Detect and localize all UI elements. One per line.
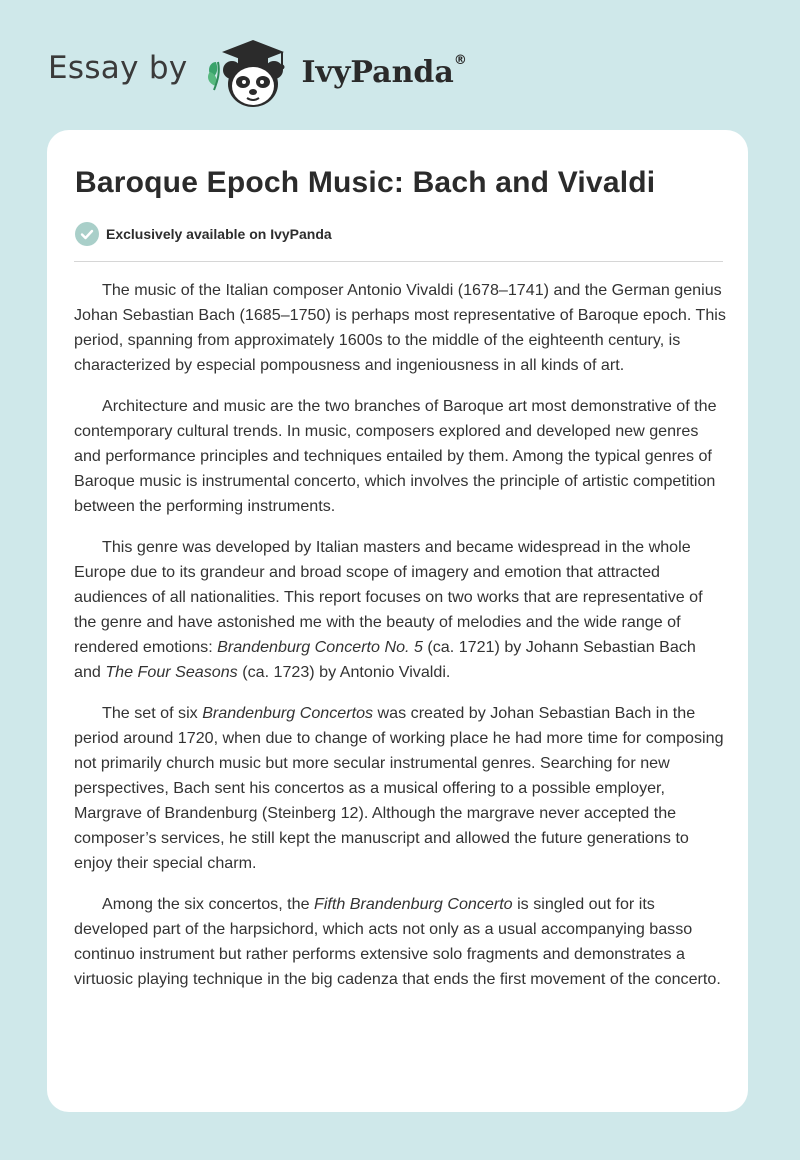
- check-circle-icon: [75, 222, 99, 246]
- paragraph-text: The set of six: [102, 704, 203, 722]
- article-card: [47, 130, 748, 1112]
- exclusive-badge-text: Exclusively available on IvyPanda: [106, 226, 332, 242]
- site-header: [48, 34, 748, 114]
- exclusive-badge: [75, 221, 332, 247]
- italic-title: Brandenburg Concerto No. 5: [217, 638, 423, 656]
- panda-graduate-logo-icon[interactable]: [202, 34, 298, 114]
- essay-by-label: Essay by: [48, 50, 188, 86]
- article-paragraph: [74, 892, 726, 992]
- paragraph-text: This genre was developed by Italian masters and became widespread in the whole Europe due to its grandeur and broad scope of imagery and emotion that attracted audiences of all nationalities. This report focuses on two works that are representative of the genre and have astonished me with the beauty of melodies and the wide range of rendered emotions:: [74, 538, 703, 656]
- brand-name[interactable]: [301, 52, 467, 90]
- italic-title: The Four Seasons: [105, 663, 238, 681]
- article-body: [74, 278, 726, 1008]
- paragraph-text: The music of the Italian composer Antonio Vivaldi (1678–1741) and the German genius Johan Sebastian Bach (1685–1750) is perhaps most representative of Baroque epoch. This period, spanning from approximately 1600s to the middle of the eighteenth century, is characterized by especial pompousness and ingeniousness in all kinds of art.: [74, 281, 726, 374]
- article-paragraph: [74, 701, 726, 876]
- registered-mark: ®: [453, 52, 467, 68]
- page-title: Baroque Epoch Music: Bach and Vivaldi: [75, 166, 656, 199]
- paragraph-text: Architecture and music are the two branches of Baroque art most demonstrative of the contemporary cultural trends. In music, composers explored and developed new genres and performance principles and techniques entailed by them. Among the typical genres of Baroque music is instrumental concerto, which involves the principle of artistic competition between the performing instruments.: [74, 397, 717, 515]
- italic-title: Brandenburg Concertos: [202, 704, 374, 722]
- divider: [74, 261, 723, 262]
- paragraph-text: was created by Johan Sebastian Bach in the period around 1720, when due to change of working place he had more time for composing not primarily church music but more secular instrumental genres. Searching for new perspectives, Bach sent his concertos as a musical offering to a possible employer, Margrave of Brandenburg (Steinberg 12). Although the margrave never accepted the composer’s services, he still kept the manuscript and allowed the future generations to enjoy their special charm.: [74, 704, 724, 872]
- paragraph-text: Among the six concertos, the: [102, 895, 315, 913]
- paragraph-text: is singled out for its developed part of the harpsichord, which acts not only as a usual accompanying basso continuo instrument but rather performs extensive solo fragments and demonstrates a virtuosic playing technique in the big cadenza that ends the first movement of the concerto.: [74, 895, 721, 988]
- article-paragraph: [74, 394, 726, 519]
- article-paragraph: [74, 278, 726, 378]
- paragraph-text: (ca. 1721) by Johann Sebastian Bach and: [74, 638, 696, 681]
- paragraph-text: (ca. 1723) by Antonio Vivaldi.: [237, 663, 451, 681]
- article-paragraph: [74, 535, 726, 685]
- brand-text: IvyPanda: [301, 54, 454, 90]
- italic-title: Fifth Brandenburg Concerto: [314, 895, 513, 913]
